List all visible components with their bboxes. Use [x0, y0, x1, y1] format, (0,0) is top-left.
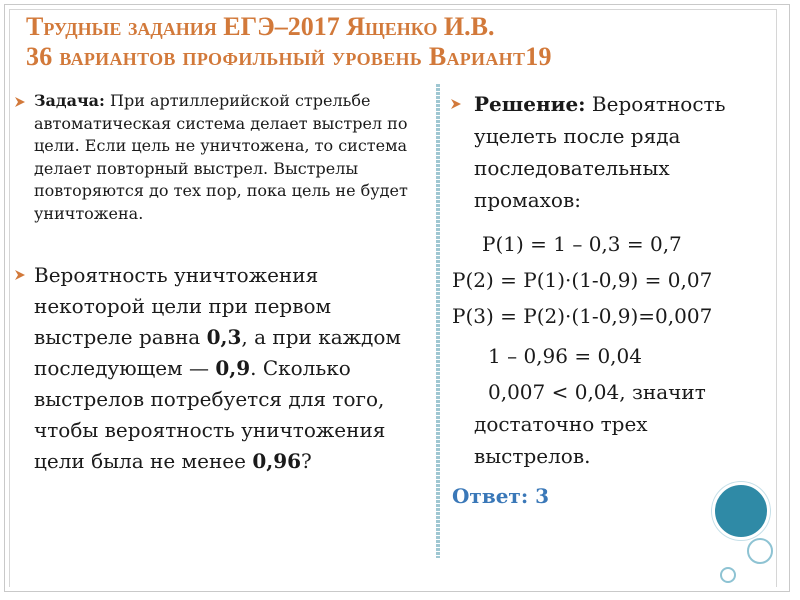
conclusion-line-1: достаточно трех: [474, 412, 648, 436]
formula-p1: Р(1) = 1 – 0,3 = 0,7: [482, 232, 682, 256]
formula-difference: 1 – 0,96 = 0,04: [488, 344, 642, 368]
solution-label: Решение:: [474, 92, 586, 116]
solution-intro: [474, 88, 774, 216]
task-question: [34, 260, 434, 477]
bullet-arrow-icon: [14, 96, 26, 108]
task-text: При артиллерийской стрельбе автоматическая система делает выстрел по цели. Если цель не уничтожена, то система делает повторный выстрел. Выстрелы повторяются до тех пор, пока цель не будет уничтожена.: [34, 91, 408, 223]
bullet-arrow-icon: [450, 98, 462, 110]
formula-p2: Р(2) = Р(1)·(1-0,9) = 0,07: [452, 268, 713, 292]
title-line-2: 36 вариантов профильный уровень Вариант19: [26, 42, 552, 71]
conclusion-line-2: выстрелов.: [474, 444, 591, 468]
question-text-1: Вероятность уничтожения некоторой цели при первом выстреле равна: [34, 263, 332, 349]
slide-title: [26, 12, 786, 72]
solution-text: Вероятность уцелеть после ряда последовательных промахов:: [474, 92, 726, 212]
question-text-3: . Сколько выстрелов потребуется для того, чтобы вероятность уничтожения цели была не менее: [34, 356, 386, 473]
question-value-1: 0,3: [206, 325, 242, 349]
formula-p3: Р(3) = Р(2)·(1-0,9)=0,007: [452, 304, 713, 328]
decorative-circle-large: [712, 482, 770, 540]
decorative-circle-tiny: [720, 567, 736, 583]
column-divider: [436, 84, 440, 558]
formula-comparison: 0,007 < 0,04, значит: [488, 380, 706, 404]
question-value-2: 0,9: [215, 356, 251, 380]
bullet-arrow-icon: [14, 269, 26, 281]
question-text-2: , а при каждом последующем —: [34, 325, 401, 380]
task-label: Задача:: [34, 91, 105, 110]
question-text-4: ?: [301, 449, 312, 473]
answer-text: Ответ: 3: [452, 484, 550, 508]
question-value-3: 0,96: [252, 449, 302, 473]
task-statement: [34, 90, 426, 225]
decorative-circle-small: [747, 538, 773, 564]
title-line-1: Трудные задания ЕГЭ–2017 Ященко И.В.: [26, 12, 495, 41]
